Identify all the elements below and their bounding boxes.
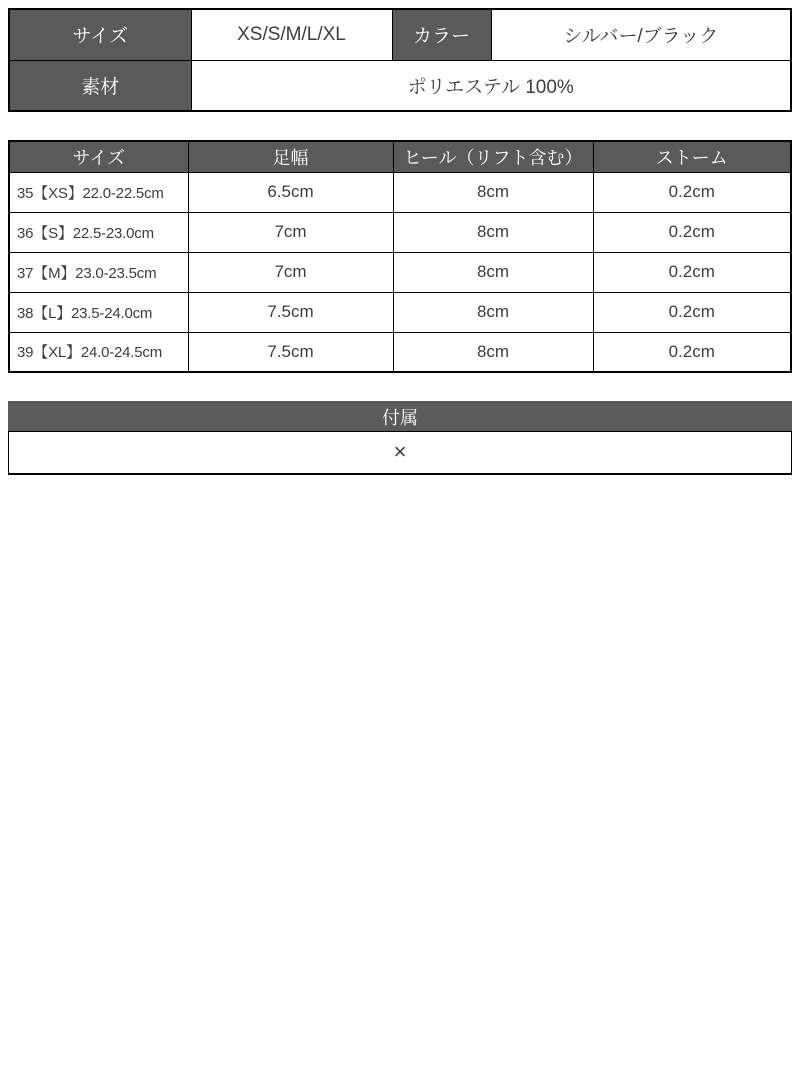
spec-row-material [9,60,791,111]
size-row-xs [9,172,791,212]
accessory-value-row [9,432,792,474]
foot-width-cell: 7.5cm [188,292,393,332]
product-spec-page [0,0,800,483]
accessory-table [8,401,792,475]
accessory-value: × [9,432,792,474]
foot-width-cell: 7cm [188,252,393,292]
color-label: カラー [392,9,491,60]
storm-cell: 0.2cm [593,212,791,252]
spec-table [8,8,792,112]
size-row-m [9,252,791,292]
heel-cell: 8cm [393,172,593,212]
color-value: シルバー/ブラック [491,9,791,60]
size-column-header: サイズ [9,141,188,172]
size-cell: 36【S】22.5-23.0cm [9,212,188,252]
foot-width-column-header: 足幅 [188,141,393,172]
foot-width-cell: 6.5cm [188,172,393,212]
size-cell: 37【M】23.0-23.5cm [9,252,188,292]
material-value: ポリエステル 100% [191,60,791,111]
size-row-xl [9,332,791,372]
heel-cell: 8cm [393,252,593,292]
foot-width-cell: 7.5cm [188,332,393,372]
material-label: 素材 [9,60,191,111]
storm-cell: 0.2cm [593,292,791,332]
size-row-l [9,292,791,332]
heel-cell: 8cm [393,332,593,372]
size-chart-header-row [9,141,791,172]
size-chart-table [8,140,792,373]
storm-cell: 0.2cm [593,252,791,292]
size-cell: 38【L】23.5-24.0cm [9,292,188,332]
storm-column-header: ストーム [593,141,791,172]
size-cell: 35【XS】22.0-22.5cm [9,172,188,212]
storm-cell: 0.2cm [593,332,791,372]
heel-cell: 8cm [393,212,593,252]
spec-row-size-color [9,9,791,60]
accessory-header-row [9,402,792,432]
size-value: XS/S/M/L/XL [191,9,392,60]
heel-cell: 8cm [393,292,593,332]
heel-column-header: ヒール（リフト含む） [393,141,593,172]
size-row-s [9,212,791,252]
size-label: サイズ [9,9,191,60]
foot-width-cell: 7cm [188,212,393,252]
accessory-header: 付属 [9,402,792,432]
storm-cell: 0.2cm [593,172,791,212]
size-cell: 39【XL】24.0-24.5cm [9,332,188,372]
